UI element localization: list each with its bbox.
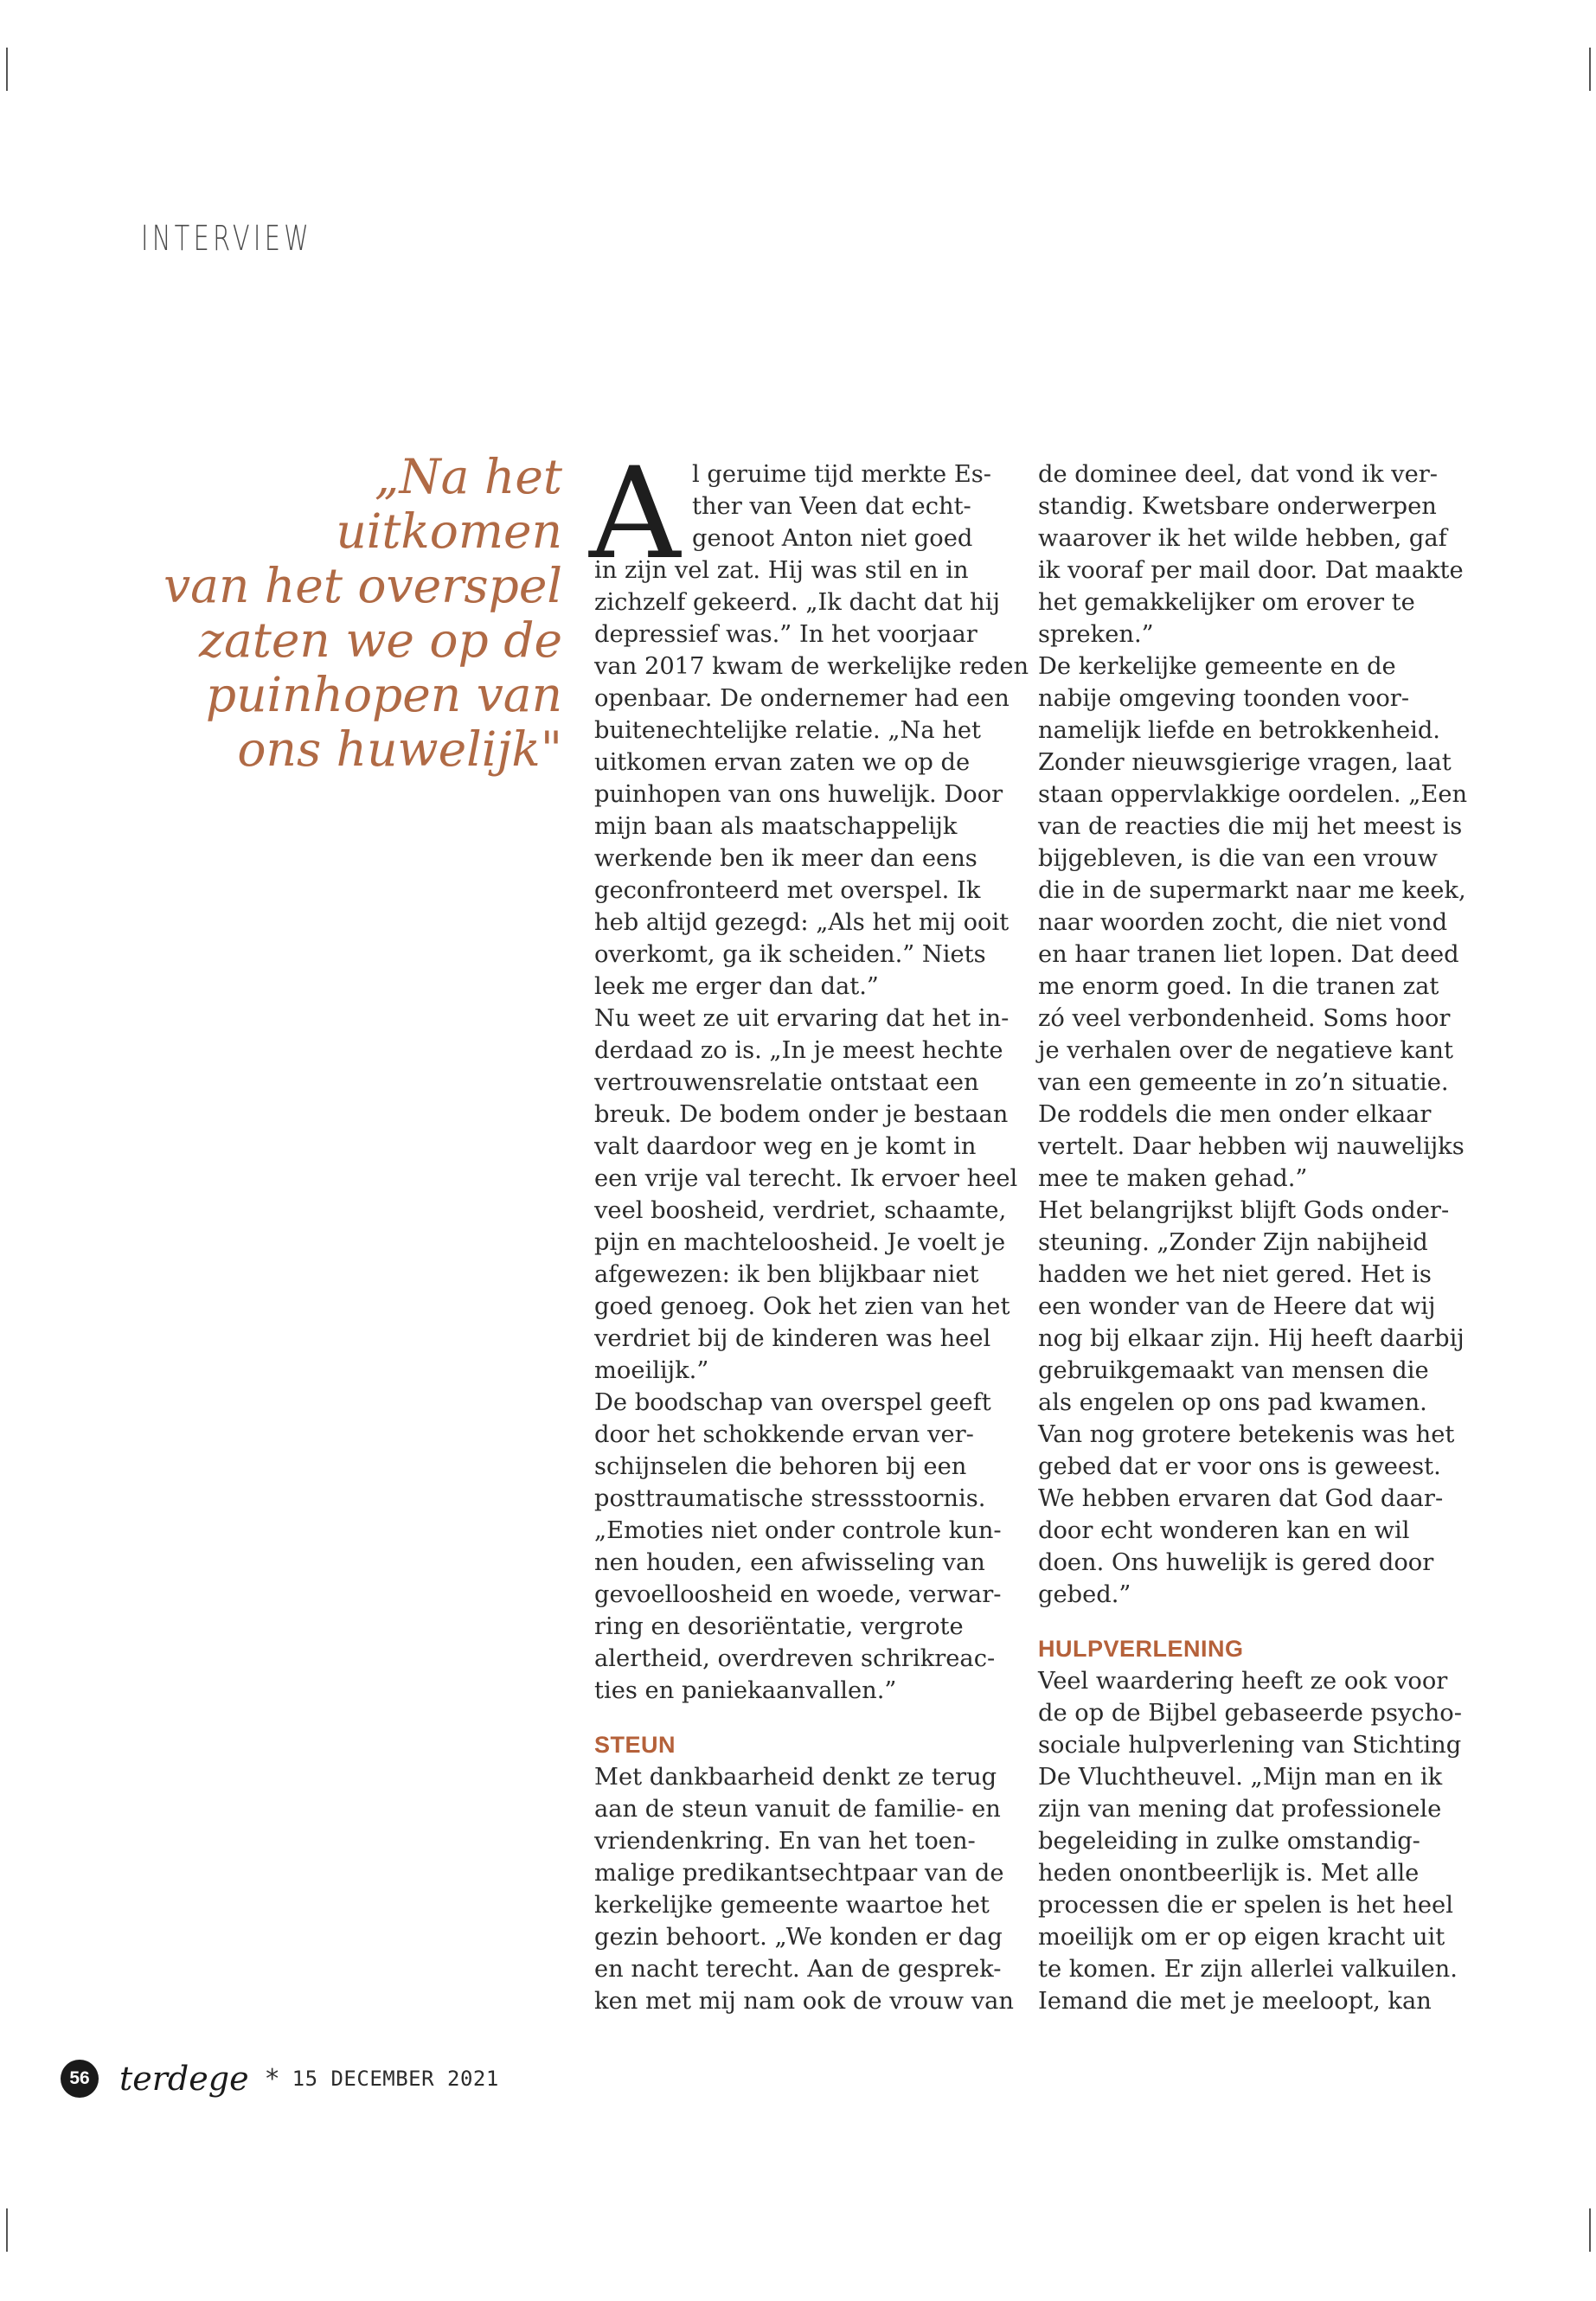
text-line: verdriet bij de kinderen was heel: [594, 1325, 991, 1352]
article-column-2: [1038, 458, 1468, 2017]
text-line: aan de steun vanuit de familie- en: [594, 1796, 1001, 1823]
text-line: die in de supermarkt naar me keek,: [1038, 877, 1466, 904]
text-line: zijn van mening dat professionele: [1038, 1796, 1442, 1823]
crop-mark-bottom-left: [6, 2208, 8, 2252]
drop-cap: A: [589, 440, 681, 587]
text-line: moeilijk om er op eigen kracht uit: [1038, 1924, 1445, 1951]
text-line: processen die er spelen is het heel: [1038, 1892, 1453, 1919]
text-line: hadden we het niet gered. Het is: [1038, 1261, 1432, 1288]
text-line: mee te maken gehad.”: [1038, 1165, 1308, 1192]
pull-quote-line: zaten we op de: [199, 612, 562, 668]
text-line: puinhopen van ons huwelijk. Door: [594, 781, 1003, 808]
crop-mark-top-right: [1589, 48, 1591, 91]
text-line: ik vooraf per mail door. Dat maakte: [1038, 557, 1464, 584]
text-line: en haar tranen liet lopen. Dat deed: [1038, 941, 1459, 968]
text-line: je verhalen over de negatieve kant: [1038, 1037, 1453, 1064]
page-number: 56: [61, 2060, 99, 2098]
text-line: We hebben ervaren dat God daar-: [1038, 1485, 1444, 1512]
section-label: INTERVIEW: [141, 219, 313, 259]
text-line: overkomt, ga ik scheiden.” Niets: [594, 941, 986, 968]
text-line: gebruikgemaakt van mensen die: [1038, 1357, 1429, 1384]
text-line: nen houden, een afwisseling van: [594, 1549, 985, 1576]
text-line: de dominee deel, dat vond ik ver-: [1038, 461, 1439, 488]
text-line: leek me erger dan dat.”: [594, 973, 879, 1000]
paragraph-gap: [1038, 1611, 1445, 1633]
text-line: Het belangrijkst blijft Gods onder-: [1038, 1197, 1450, 1224]
text-line: van een gemeente in zo’n situatie.: [1038, 1069, 1449, 1096]
text-line: l geruime tijd merkte Es-: [692, 461, 992, 488]
section-heading-hulpverlening: HULPVERLENING: [1038, 1636, 1244, 1662]
text-line: naar woorden zocht, die niet vond: [1038, 909, 1448, 936]
text-line: ther van Veen dat echt-: [692, 493, 971, 520]
text-line: Van nog grotere betekenis was het: [1038, 1421, 1455, 1448]
issue-date: 15 DECEMBER 2021: [292, 2067, 499, 2091]
text-line: van 2017 kwam de werkelijke reden: [594, 653, 1029, 680]
text-line: alertheid, overdreven schrikreac-: [594, 1645, 996, 1672]
text-line: door het schokkende ervan ver-: [594, 1421, 974, 1448]
text-line: werkende ben ik meer dan eens: [594, 845, 977, 872]
text-line: ties en paniekaanvallen.”: [594, 1677, 897, 1704]
text-line: door echt wonderen kan en wil: [1038, 1517, 1410, 1544]
text-line: depressief was.” In het voorjaar: [594, 621, 977, 648]
text-line: te komen. Er zijn allerlei valkuilen.: [1038, 1956, 1458, 1983]
text-line: de op de Bijbel gebaseerde psycho-: [1038, 1700, 1462, 1727]
crop-mark-bottom-right: [1589, 2208, 1591, 2252]
text-line: een wonder van de Heere dat wij: [1038, 1293, 1436, 1320]
text-line: nabije omgeving toonden voor-: [1038, 685, 1410, 712]
text-line: spreken.”: [1038, 621, 1154, 648]
text-line: zichzelf gekeerd. „Ik dacht dat hij: [594, 589, 1000, 616]
text-line: valt daardoor weg en je komt in: [594, 1133, 977, 1160]
text-line: heb altijd gezegd: „Als het mij ooit: [594, 909, 1010, 936]
pull-quote-line: „Na het uitkomen: [336, 449, 562, 559]
page-footer: [61, 2057, 499, 2100]
text-line: vertrouwensrelatie ontstaat een: [594, 1069, 979, 1096]
text-line: vertelt. Daar hebben wij nauwelijks: [1038, 1133, 1465, 1160]
magazine-logo: terdege: [119, 2060, 249, 2098]
text-line: geconfronteerd met overspel. Ik: [594, 877, 981, 904]
text-line: schijnselen die behoren bij een: [594, 1453, 967, 1480]
section-heading-steun: STEUN: [594, 1732, 676, 1758]
text-line: doen. Ons huwelijk is gered door: [1038, 1549, 1434, 1576]
text-line: staan oppervlakkige oordelen. „Een: [1038, 781, 1468, 808]
text-line: van de reacties die mij het meest is: [1038, 813, 1463, 840]
pull-quote-line: van het overspel: [163, 558, 562, 613]
paragraph-gap: [594, 1707, 1001, 1729]
text-line: malige predikantsechtpaar van de: [594, 1860, 1004, 1887]
text-line: moeilijk.”: [594, 1357, 709, 1384]
crop-mark-top-left: [6, 48, 8, 91]
text-line: kerkelijke gemeente waartoe het: [594, 1892, 990, 1919]
text-line: standig. Kwetsbare onderwerpen: [1038, 493, 1437, 520]
pull-quote: [147, 450, 562, 777]
text-line: als engelen op ons pad kwamen.: [1038, 1389, 1427, 1416]
text-line: De kerkelijke gemeente en de: [1038, 653, 1396, 680]
text-line: Met dankbaarheid denkt ze terug: [594, 1764, 997, 1791]
text-line: Veel waardering heeft ze ook voor: [1038, 1668, 1448, 1695]
pull-quote-line: puinhopen van: [205, 667, 562, 722]
text-line: waarover ik het wilde hebben, gaf: [1038, 525, 1447, 552]
text-line: een vrije val terecht. Ik ervoer heel: [594, 1165, 1018, 1192]
text-line: sociale hulpverlening van Stichting: [1038, 1732, 1462, 1759]
text-line: gevoelloosheid en woede, verwar-: [594, 1581, 1002, 1608]
text-line: namelijk liefde en betrokkenheid.: [1038, 717, 1440, 744]
text-line: ken met mij nam ook de vrouw van: [594, 1988, 1014, 2015]
text-line: begeleiding in zulke omstandig-: [1038, 1828, 1420, 1855]
text-line: genoot Anton niet goed: [692, 525, 973, 552]
text-line: steuning. „Zonder Zijn nabijheid: [1038, 1229, 1428, 1256]
text-line: vriendenkring. En van het toen-: [594, 1828, 976, 1855]
text-line: De roddels die men onder elkaar: [1038, 1101, 1432, 1128]
text-line: het gemakkelijker om erover te: [1038, 589, 1415, 616]
text-line: heden onontbeerlijk is. Met alle: [1038, 1860, 1420, 1887]
text-line: nog bij elkaar zijn. Hij heeft daarbij: [1038, 1325, 1465, 1352]
text-line: goed genoeg. Ook het zien van het: [594, 1293, 1010, 1320]
text-line: openbaar. De ondernemer had een: [594, 685, 1010, 712]
text-line: in zijn vel zat. Hij was stil en in: [594, 557, 969, 584]
text-line: afgewezen: ik ben blijkbaar niet: [594, 1261, 979, 1288]
text-line: veel boosheid, verdriet, schaamte,: [594, 1197, 1007, 1224]
text-line: posttraumatische stressstoornis.: [594, 1485, 986, 1512]
text-line: en nacht terecht. Aan de gesprek-: [594, 1956, 1002, 1983]
text-line: Nu weet ze uit ervaring dat het in-: [594, 1005, 1010, 1032]
text-line: De boodschap van overspel geeft: [594, 1389, 991, 1416]
text-line: gezin behoort. „We konden er dag: [594, 1924, 1003, 1951]
text-line: mijn baan als maatschappelijk: [594, 813, 958, 840]
text-line: buitenechtelijke relatie. „Na het: [594, 717, 982, 744]
text-line: zó veel verbondenheid. Soms hoor: [1038, 1005, 1451, 1032]
text-line: breuk. De bodem onder je bestaan: [594, 1101, 1009, 1128]
text-line: Iemand die met je meeloopt, kan: [1038, 1988, 1432, 2015]
text-line: De Vluchtheuvel. „Mijn man en ik: [1038, 1764, 1443, 1791]
asterisk-icon: *: [264, 2063, 280, 2094]
text-line: gebed dat er voor ons is geweest.: [1038, 1453, 1441, 1480]
text-line: „Emoties niet onder controle kun-: [594, 1517, 1002, 1544]
text-line: ring en desoriëntatie, vergrote: [594, 1613, 964, 1640]
text-line: gebed.”: [1038, 1581, 1131, 1608]
text-line: derdaad zo is. „In je meest hechte: [594, 1037, 1003, 1064]
text-line: bijgebleven, is die van een vrouw: [1038, 845, 1438, 872]
text-line: pijn en machteloosheid. Je voelt je: [594, 1229, 1006, 1256]
article-column-1: [589, 440, 1029, 2017]
text-line: Zonder nieuwsgierige vragen, laat: [1038, 749, 1452, 776]
pull-quote-line: ons huwelijk": [237, 721, 562, 777]
text-line: uitkomen ervan zaten we op de: [594, 749, 971, 776]
text-line: me enorm goed. In die tranen zat: [1038, 973, 1439, 1000]
